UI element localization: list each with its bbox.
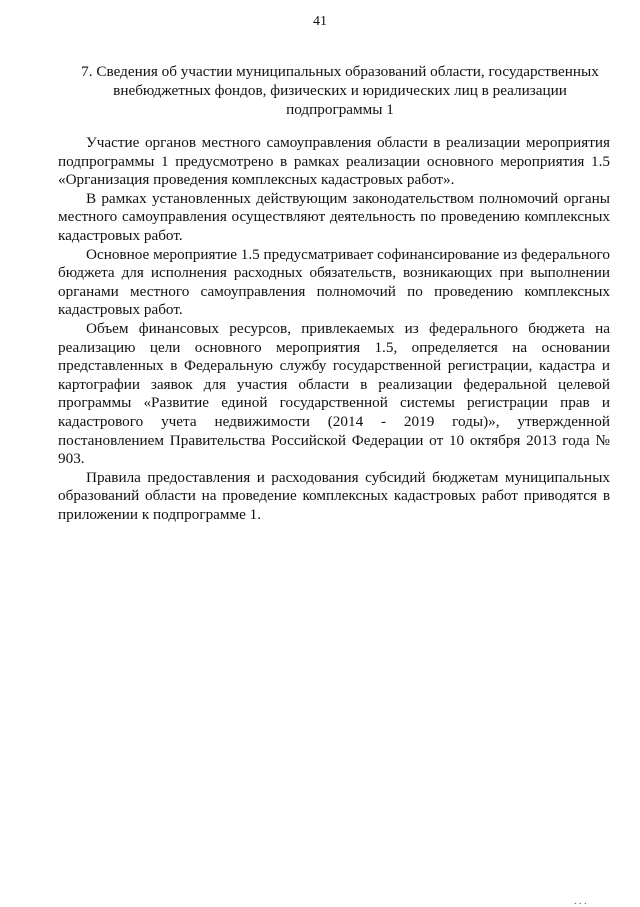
paragraph: Правила предоставления и расходования субсидий бюджетам муниципальных образований области на проведение комплексных кадастровых работ приводятся в приложении к подпрограмме 1. (58, 468, 610, 523)
paragraph: В рамках установленных действующим законодательством полномочий органы местного самоуправления осуществляют деятельность по проведению комплексных кадастровых работ. (58, 189, 610, 244)
paragraph: Основное мероприятие 1.5 предусматривает софинансирование из федерального бюджета для исполнения расходных обязательств, возникающих при выполнении органами местного самоуправления полномочий по проведению комплексных кадастровых работ. (58, 245, 610, 319)
footer-mark: . . . (574, 896, 587, 907)
section-heading: 7. Сведения об участии муниципальных образований области, государственных внебюджетных фондов, физических и юридических лиц в реализации подпрограммы 1 (81, 63, 599, 118)
document-body (58, 134, 610, 524)
paragraph: Объем финансовых ресурсов, привлекаемых из федерального бюджета на реализацию цели основного мероприятия 1.5, определяется на основании представленных в Федеральную службу государственной регистрации, кадастра и картографии заявок для участия области в реализации федеральной целевой программы «Развитие единой государственной системы регистрации прав и кадастрового учета недвижимости (2014 - 2019 годы)», утвержденной постановлением Правительства Российской Федерации от 10 октября 2013 года № 903. (58, 319, 610, 468)
page-number: 41 (313, 14, 327, 29)
paragraph: Участие органов местного самоуправления области в реализации мероприятия подпрограммы 1 предусмотрено в рамках реализации основного мероприятия 1.5 «Организация проведения комплексных кадастровых работ». (58, 134, 610, 189)
